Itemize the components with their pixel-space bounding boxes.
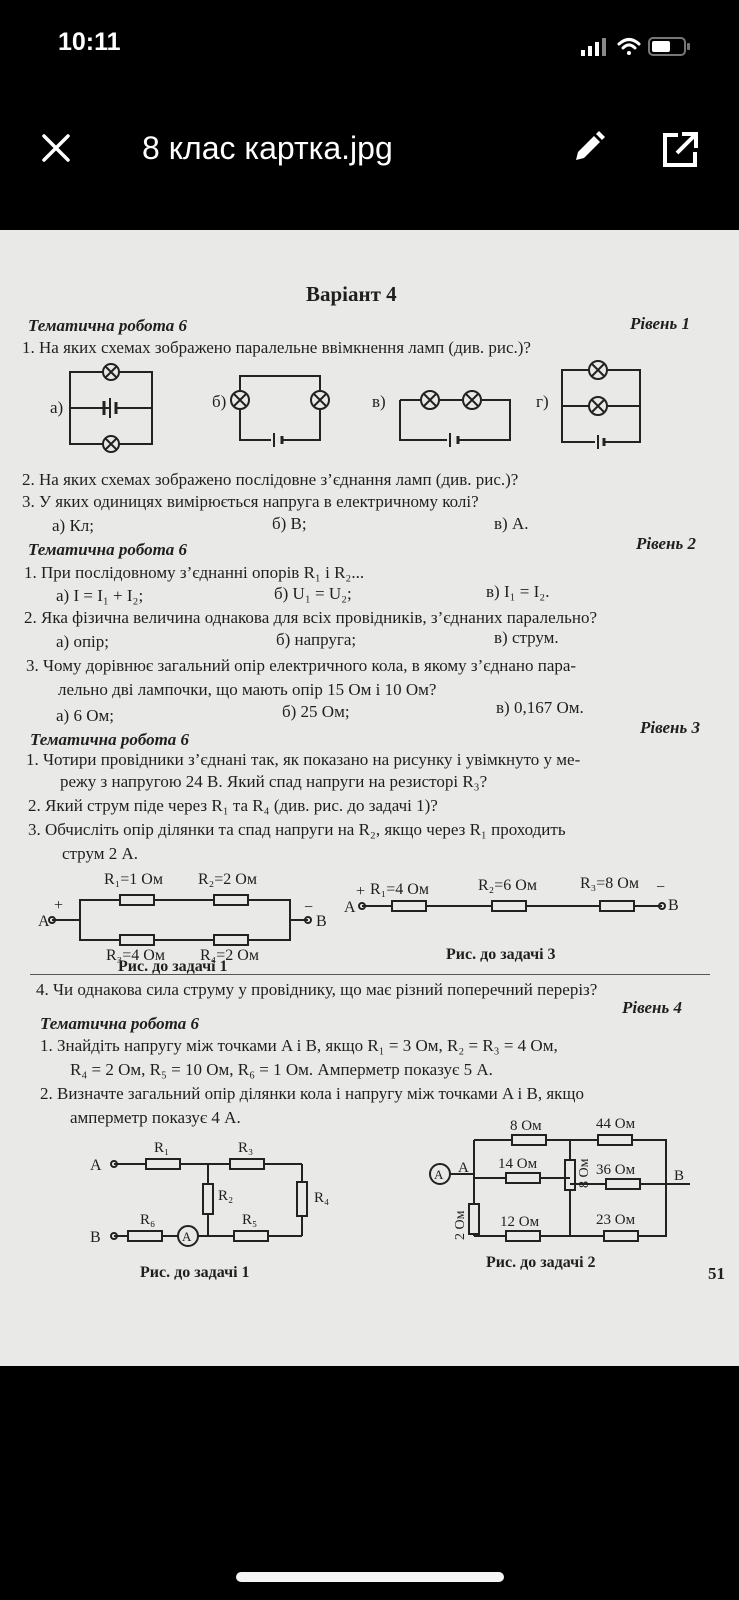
fig2-r36: 36 Ом (596, 1162, 636, 1178)
fig1-a: A (38, 913, 50, 930)
l2-q1-b: б) U₁ = U₂; (274, 584, 352, 603)
level1-label: Рівень 1 (630, 314, 690, 333)
circuit-fig1-l3 (28, 864, 348, 964)
status-icons (559, 34, 699, 58)
l2-q2-v: в) струм. (494, 628, 559, 647)
l2-q3-b: б) 25 Ом; (282, 702, 350, 721)
fig1-r1: R₁=1 Ом (104, 871, 163, 888)
fig2-r44: 44 Ом (596, 1116, 636, 1132)
fig3-r2: R₂=6 Ом (478, 877, 537, 894)
l3-q4: 4. Чи однакова сила струму у провіднику, що має різний поперечний переріз? (36, 980, 598, 999)
battery-icon (649, 38, 690, 55)
l2-q3-line1: 3. Чому дорівнює загальний опір електричного кола, в якому з’єднано пара- (26, 656, 577, 675)
fig1-caption: Рис. до задачі 1 (118, 958, 228, 975)
fig1-l4-r1: R₁ (154, 1140, 170, 1156)
scheme-v-label: в) (372, 392, 386, 411)
fig1-l4-r5: R₅ (242, 1212, 258, 1228)
fig3-plus: + (356, 883, 366, 900)
fig1-l4-r2: R₂ (218, 1188, 234, 1204)
l3-q1-line2: режу з напругою 24 В. Який спад напруги на резисторі R₃? (60, 772, 488, 791)
l1-q1: 1. На яких схемах зображено паралельне ввімкнення ламп (див. рис.)? (22, 338, 531, 357)
home-indicator[interactable] (236, 1572, 504, 1582)
fig1-l4-r3: R₃ (238, 1140, 254, 1156)
fig2-r2: 2 Ом (453, 1210, 468, 1240)
wifi-icon (619, 40, 639, 56)
fig1-l4-caption: Рис. до задачі 1 (140, 1264, 250, 1281)
document-photo (0, 230, 739, 1366)
scheme-a-label: а) (50, 398, 64, 417)
fig3-b: B (668, 897, 679, 914)
fig3-r1: R₁=4 Ом (370, 881, 429, 898)
edit-icon[interactable] (568, 128, 608, 168)
l4-q2-line2: амперметр показує 4 А. (70, 1108, 241, 1127)
l1-q3: 3. У яких одиницях вимірюється напруга в електричному колі? (22, 492, 479, 511)
fig3-minus: − (656, 879, 666, 896)
level3-work-label: Тематична робота 6 (30, 730, 190, 749)
fig1-r3: R₃=4 Ом (106, 947, 165, 964)
l2-q3-v: в) 0,167 Ом. (496, 698, 584, 717)
fig2-ammeter: A (434, 1167, 444, 1182)
l4-q2-line1: 2. Визначте загальний опір ділянки кола і напругу між точками A і B, якщо (40, 1084, 584, 1103)
l2-q3-line2: лельно дві лампочки, що мають опір 15 Ом і 10 Ом? (58, 680, 437, 699)
l2-q1-v: в) I₁ = I₂. (486, 582, 550, 601)
l2-q2-a: а) опір; (56, 632, 110, 651)
l2-q2-b: б) напруга; (276, 630, 357, 649)
fig2-a: A (458, 1160, 469, 1176)
fig1-r2: R₂=2 Ом (198, 871, 257, 888)
scheme-b-label: б) (212, 392, 227, 411)
l3-q1-line1: 1. Чотири провідники з’єднані так, як показано на рисунку і увімкнуто у ме- (26, 750, 581, 769)
circuit-fig3-l3 (340, 866, 710, 936)
fig2-r12: 12 Ом (500, 1214, 540, 1230)
file-title: 8 клас картка.jpg (142, 130, 393, 166)
open-external-icon[interactable] (660, 130, 700, 170)
fig3-r3: R₃=8 Ом (580, 875, 639, 892)
status-bar (0, 0, 739, 90)
scheme-g-label: г) (536, 392, 549, 411)
close-icon[interactable] (38, 130, 74, 166)
fig1-r4: R₄=2 Ом (200, 947, 259, 964)
level3-label: Рівень 3 (640, 718, 700, 737)
signal-icon (581, 38, 606, 56)
level2-work-label: Тематична робота 6 (28, 540, 188, 559)
fig1-minus: − (304, 899, 314, 916)
l1-q3-b: б) В; (272, 514, 307, 533)
l2-q2: 2. Яка фізична величина однакова для всіх провідників, з’єднаних паралельно? (24, 608, 598, 627)
l2-q1: 1. При послідовному з’єднанні опорів R₁ і R₂... (24, 563, 365, 582)
fig1-l4-r6: R₆ (140, 1212, 156, 1228)
level4-label: Рівень 4 (622, 998, 682, 1017)
l4-q1-line2: R₄ = 2 Ом, R₅ = 10 Ом, R₆ = 1 Ом. Амперметр показує 5 А. (70, 1060, 493, 1079)
fig1-l4-a: A (90, 1157, 102, 1174)
l2-q1-a: а) I = I₁ + I₂; (56, 586, 144, 605)
l4-q1-line1: 1. Знайдіть напругу між точками A і B, якщо R₁ = 3 Ом, R₂ = R₃ = 4 Ом, (40, 1036, 558, 1055)
fig1-b: B (316, 913, 327, 930)
fig2-r8: 8 Ом (510, 1118, 542, 1134)
circuit-fig2-l4 (420, 1116, 720, 1256)
fig2-r14: 14 Ом (498, 1156, 538, 1172)
page-number: 51 (708, 1264, 725, 1283)
fig2-caption: Рис. до задачі 2 (486, 1254, 596, 1271)
fig1-l4-b: B (90, 1229, 101, 1246)
l3-q2: 2. Який струм піде через R₁ та R₄ (див. рис. до задачі 1)? (28, 796, 438, 815)
l1-q3-a: а) Кл; (52, 516, 95, 535)
fig2-r23: 23 Ом (596, 1212, 636, 1228)
fig2-b: B (674, 1168, 685, 1184)
fig3-caption: Рис. до задачі 3 (446, 946, 556, 963)
status-time: 10:11 (58, 28, 121, 56)
level2-label: Рівень 2 (636, 534, 696, 553)
divider (30, 974, 710, 975)
l1-q2: 2. На яких схемах зображено послідовне з’єднання ламп (див. рис.)? (22, 470, 519, 489)
variant-title: Варіант 4 (306, 282, 397, 306)
fig1-l4-ammeter: A (182, 1229, 192, 1244)
l2-q3-a: а) 6 Ом; (56, 706, 114, 725)
level4-work-label: Тематична робота 6 (40, 1014, 200, 1033)
fig1-plus: + (54, 897, 64, 914)
fig1-l4-r4: R₄ (314, 1190, 330, 1206)
l1-q3-v: в) А. (494, 514, 529, 533)
fig3-a: A (344, 899, 356, 916)
l3-q3-line1: 3. Обчисліть опір ділянки та спад напруги на R₂, якщо через R₁ проходить (28, 820, 566, 839)
fig2-r8v: 8 Ом (577, 1158, 592, 1188)
l3-q3-line2: струм 2 А. (62, 844, 139, 863)
circuit-fig1-l4 (84, 1130, 354, 1260)
level1-work-label: Тематична робота 6 (28, 316, 188, 335)
